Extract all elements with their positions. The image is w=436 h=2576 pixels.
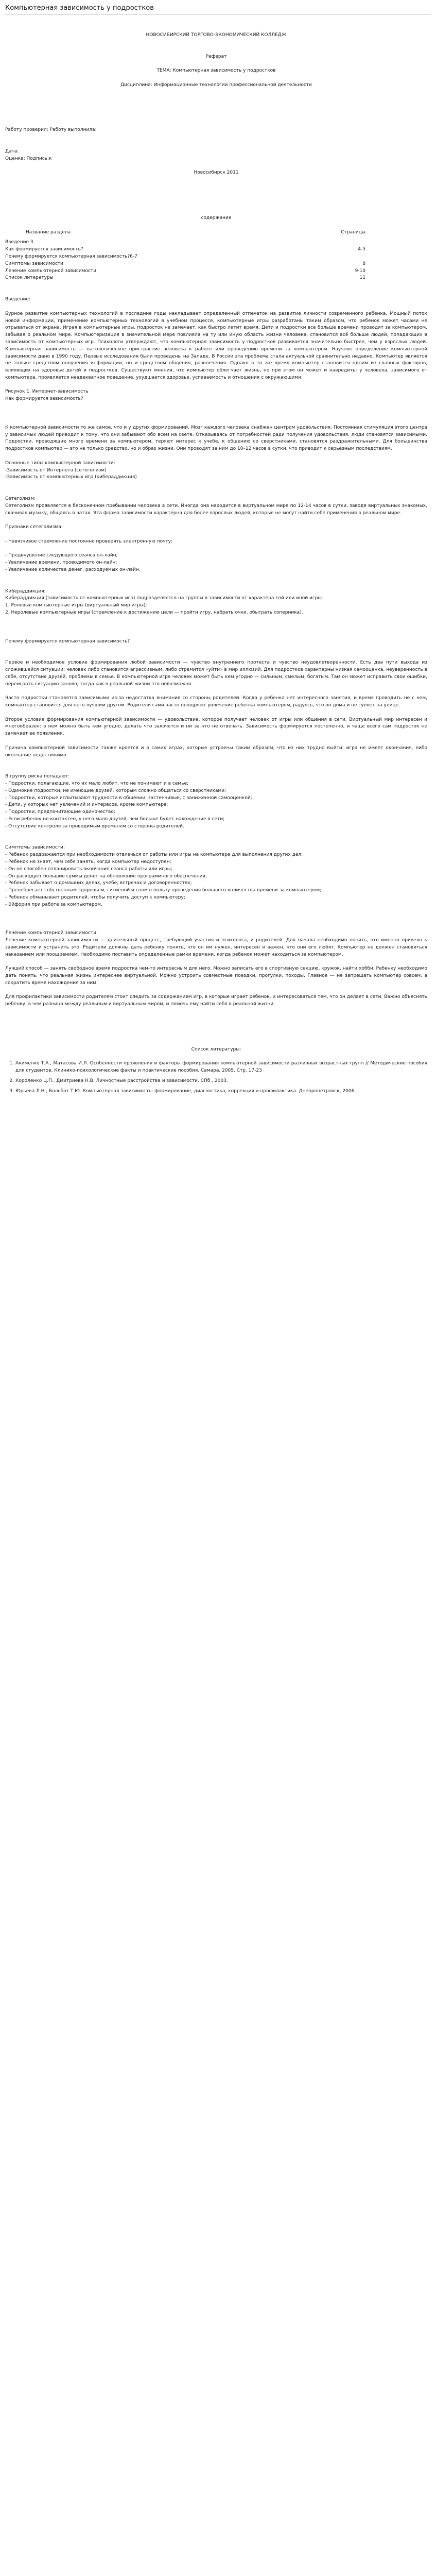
toc-row	[5, 246, 427, 253]
types-heading: Основные типы компьютерной зависимости:	[5, 460, 115, 466]
why-paragraph: Первое и необходимое условие формирования любой зависимости — чувство внутреннего протеста и чувство неудовлетворенности. Есть два пути выхода из сложившейся ситуации: человек либо становится агрессивным, либо стремится «уйти» в мир иллюзий. Для подростков характерны низкая самооценка, неуверенность в себе, отсутствие друзей, проблемы в семье. В компьютерной игре человек может быть кем угодно — сильным, смелым, богатым. Там он может исправить свои ошибки, переиграть ситуацию заново, тогда как в реальной жизни это невозможно.	[5, 660, 427, 687]
list-item: - Если ребенок не контактен, у него мало друзей, чем больше будет нахождение в сети;	[5, 816, 225, 822]
list-item: - Он не способен спланировать окончание сеанса работы или игры;	[5, 866, 172, 872]
intro-paragraph: Бурное развитие компьютерных технологий в последние годы накладывает определенный отпечаток на развитие личности современного ребенка. Мощный поток новой информации, применение компьютерных технологий в учебном процессе, компьютерные игры разработаны таким образом, что ребенок может часами не отрываться от экрана. Играя в компьютерные игры, подросток не замечает, как быстро летит время. Дети и подростки все больше времени проводят за компьютером, забывая о реальном мире. Компьютеризация в значительной мере повлияла на ту или иную область жизни человека, становится всё больше людей, попадающих в зависимость от компьютерных игр. Психологи утверждают, что компьютерная зависимость у подростков развивается значительно быстрее, чем у взрослых людей. Компьютерная зависимость — патологическое пристрастие человека к работе или проведению времени за компьютером. Научное определение компьютерной зависимости дано в 1990 году. Первые исследования были проведены на Западе. В России эта проблема стала актуальной сравнительно недавно. Компьютер является не только средством получения информации, но и средством общения, развлечения. Однако в то же время компьютер становится одним из главных факторов, влияющих на здоровье детей и подростков. Существуют мнения, что компьютер облегчает жизнь, но при этом он может и навредить: у человека, зависимого от компьютера, проявляется неадекватное поведение, ухудшается здоровье, успеваемость и отношения с окружающими.	[5, 311, 427, 380]
toc-row-title: Как формируется зависимость?	[5, 247, 83, 252]
reference-item: 2. Короленко Ц.П., Дмитриева Н.В. Личностные расстройства и зависимости. СПб., 2003.	[15, 1078, 427, 1085]
college-name: НОВОСИБИРСКИЙ ТОРГОВО-ЭКОНОМИЧЕСКИЙ КОЛЛЕДЖ	[146, 32, 287, 38]
city-year: Новосибирск 2011	[194, 170, 239, 176]
toc-row	[5, 253, 427, 261]
list-item: - Предвкушение следующего сеанса он-лайн;	[5, 553, 118, 558]
references-heading: Список литературы:	[191, 1046, 241, 1052]
why-paragraph: Причина компьютерной зависимости также кроется и в самих играх, которые устроены таким образом, что из них трудно выйти: игра не имеет окончания, либо окончание недостижимо.	[5, 745, 427, 758]
list-item: 2. Неролевые компьютерные игры (стремление к достижению цели — пройти игру, набрать очки, обыграть соперника).	[5, 610, 303, 615]
treatment-paragraph: Лечение компьютерной зависимости — длительный процесс, требующий участия и психолога, и родителей. Для начала необходимо понять, что именно привело к зависимости и устранить это. Родители должны дать ребенку понять, что он им нужен, интересен и важен, что они его любят. Компьютер не должен становиться наказанием или поощрением. Необходимо поставить определенные рамки времени, когда ребенок может находиться за компьютером.	[5, 938, 427, 957]
toc-col-pages: Страницы	[341, 229, 365, 235]
list-item: - Эйфория при работе за компьютером.	[5, 902, 102, 907]
title-divider	[5, 14, 431, 15]
toc-row-page	[365, 253, 427, 261]
checked-by: Работу проверил: Работу выполнила:	[5, 127, 97, 133]
treatment-paragraph: Лучший способ — занять свободное время подростка чем-то интересным для него. Можно записать его в спортивную секцию, кружок, найти хобби. Ребенку необходимо дать понять, что реальная жизнь интереснее виртуальной. Можно устроить совместные поездки, прогулки, походы. Главное — не запрещать компьютер совсем, а сократить время нахождения за ним.	[5, 966, 427, 986]
toc-row-page: 4-5	[358, 247, 365, 252]
list-item: - Увеличение времени, проводимого он-лайн;	[5, 560, 117, 566]
toc-row-title: Список литературы	[5, 275, 54, 281]
list-item: - Ребенок забывает о домашних делах, учебе, встречах и договоренностях;	[5, 880, 192, 886]
list-item: - Одинокие подростки, не имеющие друзей, которым сложно общаться со сверстниками;	[5, 788, 226, 793]
why-paragraph: Часто подростки становятся зависимыми из-за недостатка внимания со стороны родителей. Когда у ребенка нет интересного занятия, и время проводить не с кем, компьютер становится для него лучшим другом. Родители сами часто поощряют увлечение ребенка компьютером, радуясь, что он дома и не гуляет на улице.	[5, 696, 427, 708]
formation-paragraph: К компьютерной зависимости то же самое, что и у других формирований. Мозг каждого человека снабжен центром удовольствия. Постоянная стимуляция этого центра у зависимых людей приводит к тому, что они забывают обо всем на свете. Отказываясь от потребностей ради получения удовольствия, люди становятся зависимыми. Подростки, проводящие много времени за компьютером, теряют интерес к учебе, к общению со сверстниками, становятся раздражительными. Для большинства подростков компьютер — это не только средство, но и образ жизни. Они проводят за ним до 10–12 часов в сутки, что приводит к серьёзным последствиям.	[5, 425, 427, 452]
why-paragraph: Второе условие формирования компьютерной зависимости — удовольствие, которое получает человек от игры или общения в сети. Виртуальный мир интересен и многообразен: в нем можно быть кем угодно, делать что захочется и ни за что не отвечать. Зависимость формируется постепенно, и чаще всего сам подросток не замечает ее появления.	[5, 717, 427, 737]
list-item: - Подростки, которые испытывают трудности в общении, застенчивые, с заниженной самооценкой;	[5, 795, 252, 801]
toc-heading: содержание	[201, 215, 232, 221]
reference-item: 3. Юрьева Л.Н., Больбот Т.Ю. Компьютерная зависимость: формирование, диагностика, коррекция и профилактика. Днепропетровск, 2006.	[15, 1088, 427, 1095]
doc-discipline: Дисциплина: Информационные технологии профессиональной деятельности	[120, 82, 312, 88]
netaholism-paragraph: Сетеголизм проявляется в бесконечном пребывании человека в сети. Иногда она находится в виртуальном мире по 12-14 часов в сутки, заводя виртуальных знакомых, скачивая музыку, общаясь в чатах. Эта форма зависимости характерна для более взрослых людей, которые не могут найти себе применения в реальном мире.	[5, 503, 427, 516]
type-item: -Зависимость от Интернета (сетеголизм)	[5, 467, 107, 473]
list-item: - Подростки, полагающие, что их мало любят, что не понимают и в семье;	[5, 781, 189, 786]
page-title: Компьютерная зависимость у подростков	[5, 4, 154, 12]
doc-type: Реферат	[205, 54, 227, 59]
section-heading-formation: Как формируется зависимость?	[5, 396, 83, 402]
grade-line: Оценка: Подпись:к	[5, 156, 52, 161]
section-heading-intro: Введение:	[5, 297, 31, 302]
list-item: - Дети, у которых нет увлечений и интересов, кроме компьютера;	[5, 802, 168, 808]
section-heading-symptoms: Симптомы зависимости:	[5, 845, 65, 851]
list-item: - Ребенок обманывает родителей, чтобы получить доступ к компьютеру;	[5, 894, 185, 900]
toc-row-title: Лечение компьютерной зависимости	[5, 268, 96, 274]
toc-row-title: Почему формируется компьютерная зависимость?6-7	[5, 253, 137, 259]
list-item: - Ребенок не знает, чем себя занять, когда компьютер недоступен;	[5, 859, 171, 865]
section-heading-treatment: Лечение компьютерной зависимости:	[5, 930, 98, 936]
signs-heading: Признаки сетеголизма:	[5, 524, 63, 530]
toc-row-page: 8	[362, 261, 365, 266]
cyberaddiction-paragraph: Кибераддикция (зависимость от компьютерных игр) подразделяется на группы в зависимости от характера той или иной игры:	[5, 596, 323, 601]
list-item: 1. Ролевые компьютерные игры (виртуальный мир игры);	[5, 603, 147, 608]
list-item: - Отсутствие контроля за проводимым временем со стороны родителей.	[5, 823, 184, 829]
date-line: Дата:	[5, 148, 19, 154]
treatment-paragraph: Для профилактики зависимости родителям стоит следить за содержанием игр, в которые играет ребенок, и интересоваться тем, что он делает в сети. Важно объяснять ребенку, в чем разница между реальным и виртуальным миром, и помочь ему найти себя в реальной жизни.	[5, 994, 427, 1007]
toc-row-title: Введение 3	[5, 240, 33, 245]
list-item: - Он расходует большие суммы денег на обновление программного обеспечения;	[5, 873, 207, 879]
references-list	[5, 1060, 427, 1095]
list-item: - Подростки, предпочитающие одиночество;	[5, 809, 115, 815]
toc-row	[5, 261, 427, 268]
list-item: - Увеличение количества денег, расходуемых он-лайн.	[5, 567, 141, 573]
toc-row-page: 9-10	[355, 268, 365, 274]
section-heading-risk: В группу риска попадают:	[5, 774, 70, 779]
toc-row-page	[365, 239, 427, 246]
toc-row	[5, 275, 427, 282]
figure-caption: Рисунок 1. Интернет-зависимость	[5, 389, 89, 395]
list-item: - Ребенок раздражается при необходимости отвлечься от работы или игры на компьютере для выполнения других дел;	[5, 852, 303, 858]
list-item: - Пренебрегает собственным здоровьем, гигиеной и сном в пользу проведения большего количества времени за компьютером;	[5, 888, 322, 893]
section-heading-why: Почему формируется компьютерная зависимость?	[5, 638, 130, 644]
reference-item: 1. Акименко Т.А., Матасова И.Л. Особенности проявления и факторы формирования компьютерной зависимости различных возрастных групп // Методические пособия для студентов. Клинико-психологические факты и практические пособия. Самара, 2005. Стр. 17-23	[15, 1060, 427, 1075]
list-item: - Навязчивое стремление постоянно проверять электронную почту;	[5, 538, 173, 544]
toc-row	[5, 239, 427, 246]
toc-col-title: Название раздела	[26, 229, 71, 235]
toc-header-row	[5, 229, 427, 236]
section-heading-netaholism: Сетеголизм:	[5, 496, 36, 502]
doc-theme: ТЕМА: Компьютерная зависимость у подростков	[156, 68, 276, 74]
type-item: -Зависимость от компьютерных игр (кибераддикция)	[5, 474, 137, 480]
document-body	[5, 25, 427, 1098]
toc-row-title: Симптомы зависимости	[5, 261, 63, 266]
section-heading-cyberaddiction: Кибераддикция:	[5, 588, 46, 594]
toc-row-page: 11	[359, 275, 365, 281]
toc-row	[5, 268, 427, 275]
